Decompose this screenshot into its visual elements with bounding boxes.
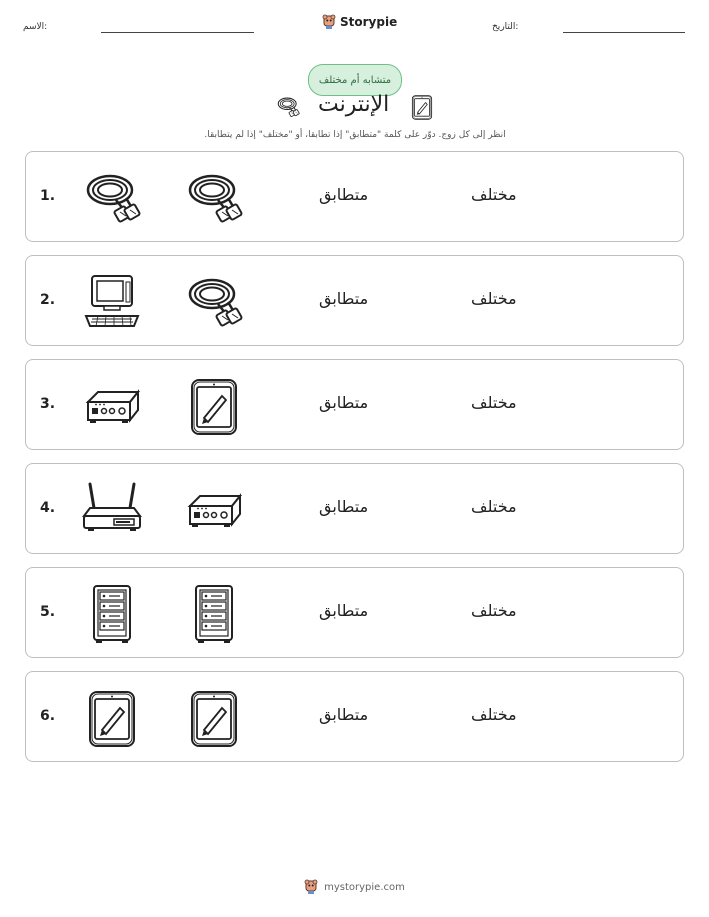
question-number: 3. xyxy=(40,396,56,412)
brand-name: Storypie xyxy=(340,15,398,29)
tablet-icon xyxy=(182,686,246,750)
choice-different[interactable]: مختلف xyxy=(471,393,517,412)
date-field[interactable] xyxy=(563,32,685,33)
choice-same[interactable]: متطابق xyxy=(319,185,369,204)
modem-icon xyxy=(182,478,246,542)
question-row-5 xyxy=(25,567,684,658)
name-field[interactable] xyxy=(101,32,254,33)
tablet-icon xyxy=(182,374,246,438)
cable-icon xyxy=(182,270,246,334)
choice-different[interactable]: مختلف xyxy=(471,497,517,516)
choice-same[interactable]: متطابق xyxy=(319,601,369,620)
date-label: التاريخ: xyxy=(492,22,519,32)
footer xyxy=(0,879,709,895)
tablet-icon xyxy=(408,92,436,122)
choice-different[interactable]: مختلف xyxy=(471,185,517,204)
choice-same[interactable]: متطابق xyxy=(319,393,369,412)
question-number: 4. xyxy=(40,500,56,516)
cable-icon xyxy=(80,166,144,230)
computer-icon xyxy=(80,270,144,334)
question-number: 5. xyxy=(40,604,56,620)
question-row-2 xyxy=(25,255,684,346)
cable-icon xyxy=(272,94,304,120)
question-row-1 xyxy=(25,151,684,242)
question-number: 1. xyxy=(40,188,56,204)
server-icon xyxy=(80,582,144,646)
choice-same[interactable]: متطابق xyxy=(319,289,369,308)
mascot-icon xyxy=(322,14,336,30)
title-block xyxy=(270,90,440,130)
question-number: 2. xyxy=(40,292,56,308)
tablet-icon xyxy=(80,686,144,750)
router-icon xyxy=(80,478,144,542)
choice-different[interactable]: مختلف xyxy=(471,705,517,724)
cable-icon xyxy=(182,166,246,230)
modem-icon xyxy=(80,374,144,438)
name-label: الاسم: xyxy=(23,22,48,32)
question-number: 6. xyxy=(40,708,56,724)
server-icon xyxy=(182,582,246,646)
footer-url[interactable]: mystorypie.com xyxy=(324,881,405,893)
question-row-6 xyxy=(25,671,684,762)
choice-same[interactable]: متطابق xyxy=(319,497,369,516)
question-row-4 xyxy=(25,463,684,554)
instructions: انظر إلى كل زوج. دوّر على كلمة "متطابق" إذا تطابقا، أو "مختلف" إذا لم يتطابقا. xyxy=(204,130,506,140)
mascot-icon xyxy=(304,879,318,895)
choice-same[interactable]: متطابق xyxy=(319,705,369,724)
question-row-3 xyxy=(25,359,684,450)
choice-different[interactable]: مختلف xyxy=(471,289,517,308)
worksheet-type-badge: متشابه أم مختلف xyxy=(308,64,402,96)
choice-different[interactable]: مختلف xyxy=(471,601,517,620)
brand-logo xyxy=(322,14,397,30)
page-title: الإنترنت xyxy=(318,92,390,117)
